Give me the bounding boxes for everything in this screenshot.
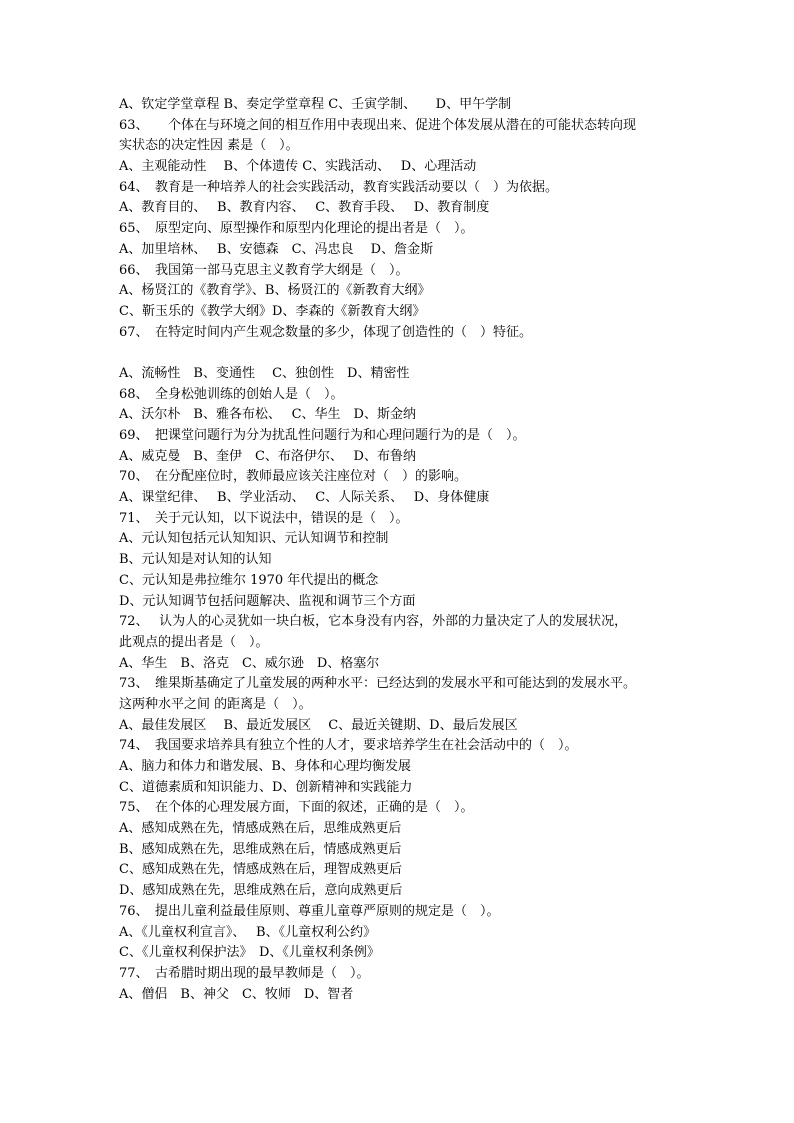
answer-options-72: A、华生 B、洛克 C、威尔逊 D、格塞尔 <box>119 655 380 671</box>
blank-line <box>119 343 679 364</box>
answer-options-77: A、僧侣 B、神父 C、牧师 D、智者 <box>119 986 354 1002</box>
question-66: 66、 我国第一部马克思主义教育学大纲是（ ）。 <box>119 262 409 278</box>
answer-option-75-d: D、感知成熟在先，思维成熟在后，意向成熟更后 <box>119 883 403 899</box>
question-73-cont: 这两种水平之间 的距离是（ ）。 <box>119 696 312 712</box>
question-74: 74、 我国要求培养具有独立个性的人才，要求培养学生在社会活动中的（ ）。 <box>119 738 578 754</box>
answer-option-75-b: B、感知成熟在先，思维成熟在后，情感成熟更后 <box>119 841 402 857</box>
answer-options-69: A、威克曼 B、奎伊 C、布洛伊尔、 D、布鲁纳 <box>119 448 416 464</box>
answer-options-70: A、课堂纪律、 B、学业活动、 C、人际关系、 D、身体健康 <box>119 490 490 506</box>
question-64: 64、 教育是一种培养人的社会实践活动，教育实践活动要以（ ）为依据。 <box>119 179 559 195</box>
question-72: 72、 认为人的心灵犹如一块白板，它本身没有内容，外部的力量决定了人的发展状况， <box>119 614 628 630</box>
question-70: 70、 在分配座位时，教师最应该关注座位对（ ）的影响。 <box>119 469 468 485</box>
answer-options-76-ab: A、《儿童权利宣言》、 B、《儿童权利公约》 <box>119 924 377 940</box>
question-75: 75、 在个体的心理发展方面，下面的叙述，正确的是（ ）。 <box>119 800 474 816</box>
question-68: 68、 全身松弛训练的创始人是（ ）。 <box>119 386 344 402</box>
answer-option-75-a: A、感知成熟在先，情感成熟在后，思维成熟更后 <box>119 821 402 837</box>
question-63-cont: 实状态的决定性因 素是（ ）。 <box>119 138 299 154</box>
question-63: 63、 个体在与环境之间的相互作用中表现出来、促进个体发展从潜在的可能状态转向现 <box>119 117 637 133</box>
answer-option-71-d: D、元认知调节包括问题解决、监视和调节三个方面 <box>119 593 416 609</box>
answer-options-63: A、主观能动性 B、个体遗传 C、实践活动、 D、心理活动 <box>119 159 477 175</box>
answer-options-65: A、加里培林、 B、安德森 C、冯忠良 D、詹金斯 <box>119 241 434 257</box>
answer-option-71-c: C、元认知是弗拉维尔 1970 年代提出的概念 <box>119 572 379 588</box>
answer-option-71-b: B、元认知是对认知的认知 <box>119 552 272 568</box>
question-73: 73、 维果斯基确定了儿童发展的两种水平：已经达到的发展水平和可能达到的发展水平。 <box>119 676 637 692</box>
question-67: 67、 在特定时间内产生观念数量的多少，体现了创造性的（ ）特征。 <box>119 324 533 340</box>
answer-options-74-cd: C、道德素质和知识能力、D、创新精神和实践能力 <box>119 779 413 795</box>
answer-options-62: A、钦定学堂章程 B、奏定学堂章程 C、壬寅学制、 D、甲午学制 <box>119 97 512 112</box>
question-77: 77、 古希腊时期出现的最早教师是（ ）。 <box>119 965 370 981</box>
answer-options-68: A、沃尔朴 B、雅各布松、 C、华生 D、斯金纳 <box>119 407 416 423</box>
answer-options-66-cd: C、靳玉乐的《教学大纲》D、李森的《新教育大纲》 <box>119 303 426 319</box>
question-69: 69、 把课堂问题行为分为扰乱性问题行为和心理问题行为的是（ ）。 <box>119 428 526 443</box>
answer-option-75-c: C、感知成熟在先，情感成熟在后，理智成熟更后 <box>119 862 402 878</box>
answer-options-64: A、教育目的、 B、教育内容、 C、教育手段、 D、教育制度 <box>119 200 490 216</box>
answer-options-67: A、流畅性 B、变通性 C、独创性 D、精密性 <box>119 365 410 381</box>
answer-options-66-ab: A、杨贤江的《教育学》、B、杨贤江的《新教育大纲》 <box>119 283 431 299</box>
question-76: 76、 提出儿童利益最佳原则、尊重儿童尊严原则的规定是（ ）。 <box>119 903 500 919</box>
question-65: 65、 原型定向、原型操作和原型内化理论的提出者是（ ）。 <box>119 221 474 237</box>
question-72-cont: 此观点的提出者是（ ）。 <box>119 634 269 650</box>
answer-options-74-ab: A、脑力和体力和谐发展、B、身体和心理均衡发展 <box>119 759 411 774</box>
question-71: 71、 关于元认知，以下说法中，错误的是（ ）。 <box>119 510 409 526</box>
document-body <box>119 95 679 1005</box>
answer-option-71-a: A、元认知包括元认知知识、元认知调节和控制 <box>119 531 389 547</box>
answer-options-73: A、最佳发展区 B、最近发展区 C、最近关键期、D、最后发展区 <box>119 717 518 733</box>
answer-options-76-cd: C、《儿童权利保护法》 D、《儿童权利条例》 <box>119 945 380 961</box>
